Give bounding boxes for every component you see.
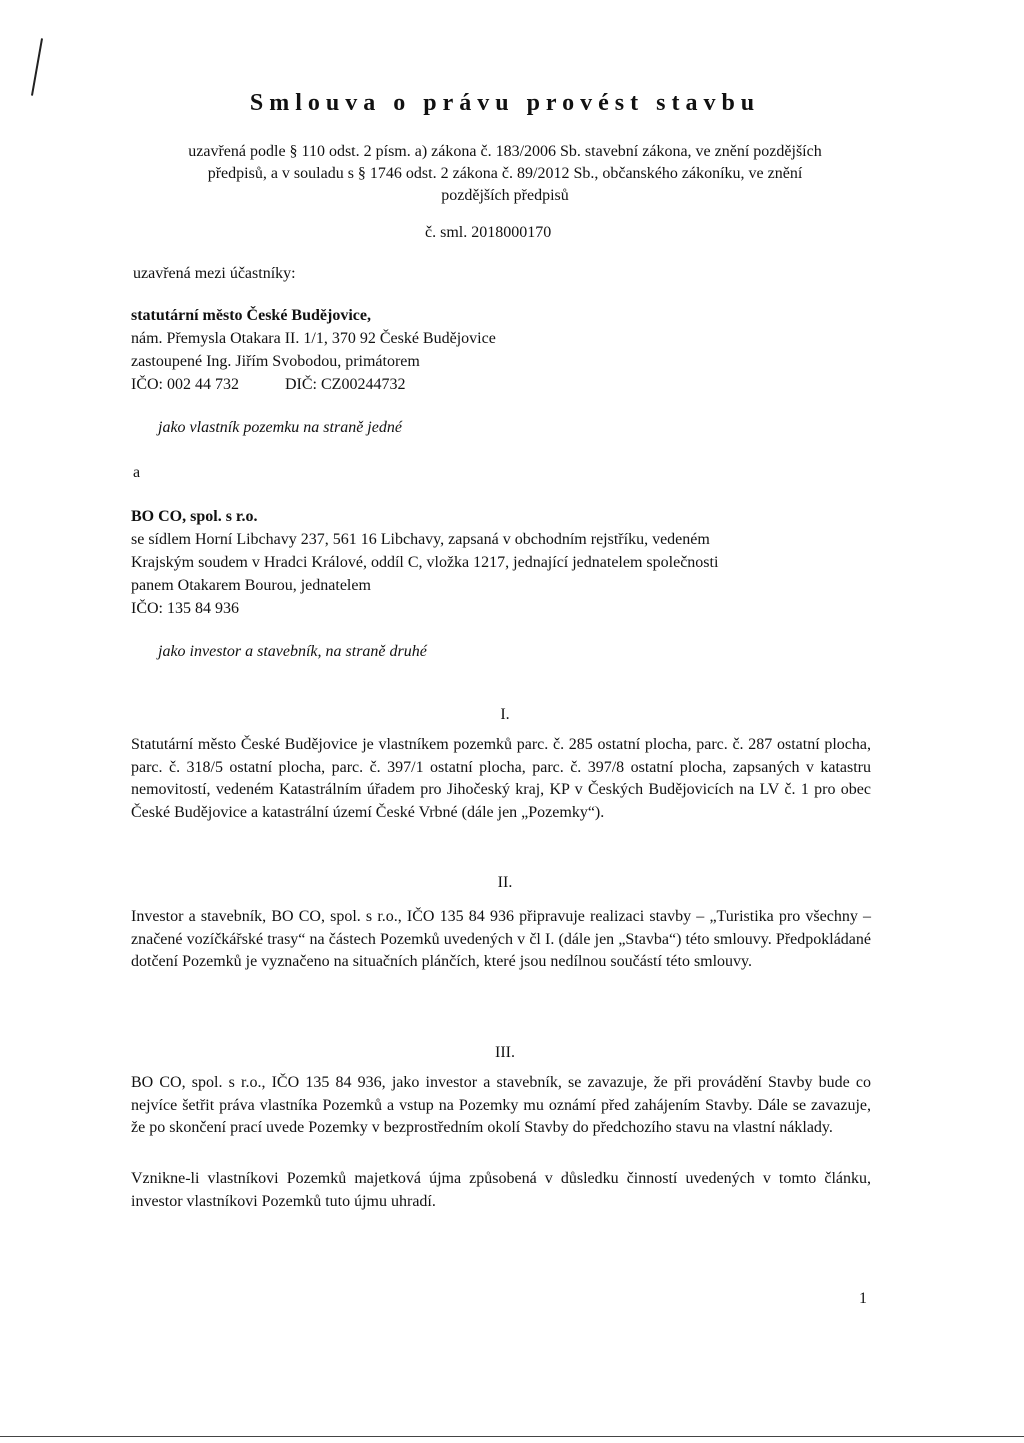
section-2-heading: II.	[497, 874, 513, 891]
party2-line-3: panem Otakarem Bourou, jednatelem	[131, 577, 371, 594]
party1-ico: IČO: 002 44 732	[131, 376, 239, 393]
section-3-paragraph-1: BO CO, spol. s r.o., IČO 135 84 936, jako investor a stavebník, se zavazuje, že při provádění Stavby bude co nejvíce šetřit práva vlastníka Pozemků a vstup na Pozemky mu oznámí před zahájením Stavby. Dále se zavazuje, že po skončení prací uvede Pozemky v bezprostředním okolí Stavby do předchozího stavu na vlastní náklady.	[131, 1074, 871, 1136]
party2-role: jako investor a stavebník, na straně druhé	[158, 643, 427, 660]
legal-basis-line-2: předpisů, a v souladu s § 1746 odst. 2 zákona č. 89/2012 Sb., občanského zákoníku, ve znění	[207, 165, 803, 182]
party2-ico: IČO: 135 84 936	[131, 600, 239, 617]
contract-number: č. sml. 2018000170	[425, 224, 552, 241]
party2-line-2: Krajským soudem v Hradci Králové, oddíl C, vložka 1217, jednající jednatelem společnosti	[131, 554, 719, 571]
handwritten-mark	[31, 38, 43, 95]
party1-address: nám. Přemysla Otakara II. 1/1, 370 92 České Budějovice	[131, 330, 496, 347]
section-3-heading: III.	[495, 1044, 515, 1061]
section-2-paragraph: Investor a stavebník, BO CO, spol. s r.o., IČO 135 84 936 připravuje realizaci stavby – „Turistika pro všechny – značené vozíčkářské trasy“ na částech Pozemků uvedených v čl I. (dále jen „Stavba“) této smlouvy. Předpokládané dotčení Pozemků je vyznačeno na situačních plánčích, které jsou nedílnou součástí této smlouvy.	[131, 908, 871, 970]
parties-intro: uzavřená mezi účastníky:	[133, 265, 296, 282]
party1-dic: DIČ: CZ00244732	[285, 376, 406, 393]
conjunction: a	[133, 464, 141, 481]
party2-name: BO CO, spol. s r.o.	[131, 508, 258, 525]
party1-representative: zastoupené Ing. Jiřím Svobodou, primátorem	[131, 353, 420, 370]
page-number: 1	[859, 1290, 867, 1307]
legal-basis-line-3: pozdějších předpisů	[441, 187, 569, 204]
section-1-paragraph: Statutární město České Budějovice je vlastníkem pozemků parc. č. 285 ostatní plocha, parc. č. 287 ostatní plocha, parc. č. 318/5 ostatní plocha, parc. č. 397/1 ostatní plocha, parc. č. 397/8 ostatní plocha, zapsaných v katastru nemovitostí, vedeném Katastrálním úřadem pro Jihočeský kraj, KP v Českých Budějovicích na LV č. 1 pro obec České Budějovice a katastrální území České Vrbné (dále jen „Pozemky“).	[131, 736, 871, 821]
party1-role: jako vlastník pozemku na straně jedné	[158, 419, 402, 436]
section-1-heading: I.	[500, 706, 510, 723]
party2-line-1: se sídlem Horní Libchavy 237, 561 16 Libchavy, zapsaná v obchodním rejstříku, vedeném	[131, 531, 710, 548]
section-3-paragraph-2: Vznikne-li vlastníkovi Pozemků majetková újma způsobená v důsledku činností uvedených v tomto článku, investor vlastníkovi Pozemků tuto újmu uhradí.	[131, 1170, 871, 1210]
footer-rule	[0, 1436, 1024, 1437]
party1-name: statutární město České Budějovice,	[131, 307, 371, 324]
document-title: Smlouva o právu provést stavbu	[249, 90, 761, 116]
legal-basis-line-1: uzavřená podle § 110 odst. 2 písm. a) zákona č. 183/2006 Sb. stavební zákona, ve znění pozdějších	[188, 143, 822, 160]
